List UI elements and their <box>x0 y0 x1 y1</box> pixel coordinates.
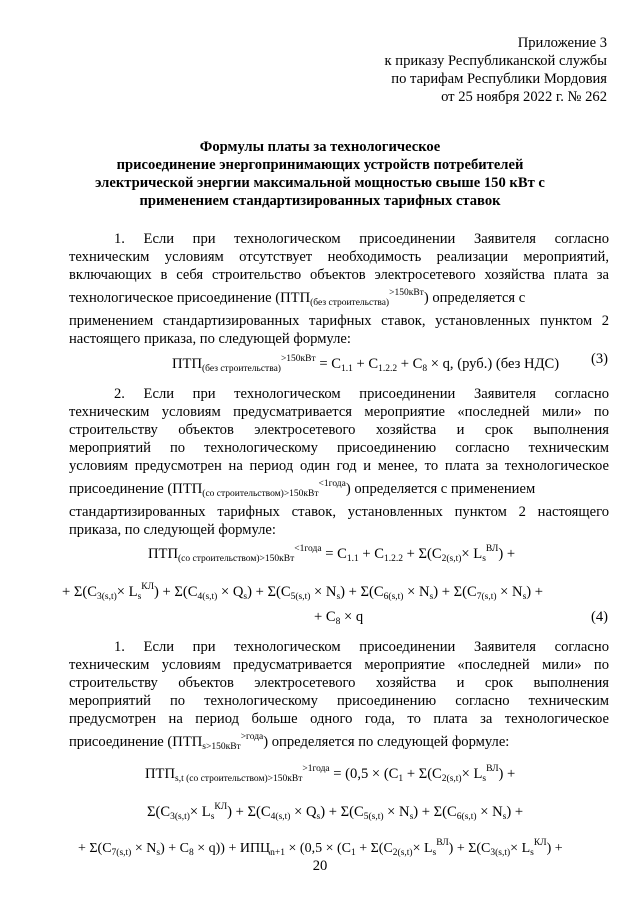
formula-term: + Σ(С <box>402 546 442 562</box>
paragraph-line: 1. Если при технологическом присоединении Заявителя согласно <box>114 231 609 247</box>
subscript: s <box>482 554 486 564</box>
subscript: (со строительством)>150кВт <box>202 489 319 499</box>
subscript: 1.2.2 <box>378 364 398 374</box>
paragraph-line: включающих в себя строительство объектов электросетевого хозяйства плата за <box>69 267 609 283</box>
text-run: ) определяется по следующей формуле: <box>263 734 510 750</box>
paragraph-line: техническим условиям отсутствует необходимость реализации мероприятий, <box>69 249 609 265</box>
formula-term: ) + Σ(С <box>154 584 198 600</box>
formula-term: × Q <box>217 584 244 600</box>
formula-term: + Σ(С <box>355 841 393 856</box>
formula-term: × L <box>116 584 138 600</box>
paragraph-line: строительству объектов электросетевого хозяйства и срок выполнения <box>69 422 609 438</box>
formula-term: + С <box>397 356 423 372</box>
appendix-line: от 25 ноября 2022 г. № 262 <box>441 89 607 105</box>
formula-term: ) + <box>546 841 563 856</box>
paragraph-2 <box>69 385 609 539</box>
text-run: ) определяется с применением <box>345 481 536 497</box>
subscript: s <box>336 592 341 602</box>
paragraph-line: строительству объектов электросетевого хозяйства и срок выполнения <box>69 675 609 691</box>
formula-term: × q, (руб.) (без НДС) <box>427 356 560 372</box>
formula-term: = С <box>315 356 341 372</box>
subscript: 6(s,t) <box>456 812 477 822</box>
subscript: 5(s,t) <box>363 812 384 822</box>
subscript: 1.1 <box>346 554 359 564</box>
formula-term: ) + Σ(С <box>227 804 271 820</box>
formula-term: × L <box>461 766 483 782</box>
appendix-line: Приложение 3 <box>517 35 607 51</box>
paragraph-line: 1. Если при технологическом присоединении Заявителя согласно <box>114 639 609 655</box>
subscript: 3(s,t) <box>170 812 190 822</box>
superscript: >1года <box>302 764 330 774</box>
formula-term: ) + <box>498 766 516 782</box>
text-run: присоединение (ПТП <box>69 734 203 750</box>
formula-term: + С <box>352 356 379 372</box>
superscript: КЛ <box>533 838 547 848</box>
document-title <box>60 138 580 210</box>
subscript: 4(s,t) <box>270 812 291 822</box>
formula-term: ) + Σ(С <box>340 584 384 600</box>
formula-term: + Σ(С <box>78 841 112 856</box>
superscript: <1года <box>294 544 322 554</box>
formula-5-row-2 <box>147 798 523 826</box>
paragraph-line: техническим условиям предусматривается мероприятие «последней мили» по <box>69 657 609 673</box>
paragraph-line <box>69 475 609 503</box>
formula-term: ПТП <box>172 356 202 372</box>
superscript: >150кВт <box>280 354 316 364</box>
superscript: ВЛ <box>436 838 449 848</box>
subscript: s <box>502 812 507 822</box>
appendix-line: к приказу Республиканской службы <box>384 53 607 69</box>
formula-5-row-1 <box>145 760 515 788</box>
subscript: 1 <box>350 848 356 858</box>
formula-term: Σ(С <box>147 804 171 820</box>
subscript: n+1 <box>270 848 286 858</box>
formula-term: × N <box>403 584 430 600</box>
formula-3 <box>172 350 559 378</box>
formula-term: + Σ(С <box>62 584 97 600</box>
subscript: s <box>530 848 534 858</box>
formula-term: ПТП <box>145 766 175 782</box>
paragraph-line: 2. Если при технологическом присоединении Заявителя согласно <box>114 386 609 402</box>
formula-term: ) + <box>498 546 516 562</box>
subscript: (без строительства) <box>310 298 390 308</box>
text-run: технологическое присоединение (ПТП <box>69 290 311 306</box>
text-run: ) определяется с <box>423 290 526 306</box>
paragraph-line: стандартизированных тарифных ставок, установленных пунктом 2 настоящего <box>69 504 609 520</box>
formula-term: × Q <box>290 804 317 820</box>
subscript: 4(s,t) <box>197 592 218 602</box>
superscript: КЛ <box>214 802 228 812</box>
formula-4-row-1 <box>148 540 515 568</box>
subscript: 7(s,t) <box>111 848 132 858</box>
subscript: s <box>156 848 161 858</box>
superscript: КЛ <box>141 582 155 592</box>
superscript: >года <box>240 732 264 742</box>
paragraph-1 <box>69 230 609 348</box>
subscript: 8 <box>188 848 194 858</box>
title-line: применением стандартизированных тарифных ставок <box>139 193 501 209</box>
subscript: 2(s,t) <box>441 554 462 564</box>
formula-term: × N <box>310 584 337 600</box>
subscript: 2(s,t) <box>392 848 413 858</box>
formula-4-row-2 <box>62 578 543 606</box>
formula-term: = С <box>321 546 347 562</box>
superscript: ВЛ <box>486 764 499 774</box>
subscript: 5(s,t) <box>290 592 311 602</box>
formula-term: ) + <box>526 584 544 600</box>
subscript: (без строительства) <box>202 364 281 374</box>
subscript: 1.1 <box>340 364 353 374</box>
equation-number: (3) <box>590 351 608 367</box>
subscript: 8 <box>422 364 428 374</box>
subscript: 1.2.2 <box>383 554 403 564</box>
subscript: s <box>137 592 142 602</box>
formula-term: × N <box>476 804 503 820</box>
formula-term: × L <box>510 841 531 856</box>
paragraph-line: настоящего приказа, по следующей формуле: <box>69 331 351 347</box>
superscript: ВЛ <box>485 544 499 554</box>
subscript: 7(s,t) <box>476 592 497 602</box>
subscript: 6(s,t) <box>383 592 404 602</box>
title-line: присоединение энергопринимающих устройств потребителей <box>116 157 524 173</box>
equation-number: (4) <box>590 609 608 625</box>
appendix-line: по тарифам Республики Мордовия <box>391 71 607 87</box>
formula-term: × N <box>131 841 157 856</box>
title-line: Формулы платы за технологическое <box>199 139 441 155</box>
formula-term: × N <box>383 804 410 820</box>
subscript: s <box>522 592 527 602</box>
superscript: <1года <box>318 479 346 489</box>
paragraph-3 <box>69 638 609 756</box>
subscript: s <box>432 848 437 858</box>
page-number: 20 <box>312 858 328 874</box>
paragraph-line: условиям предусмотрен на период один год и менее, то плата за технологическое <box>69 458 609 474</box>
paragraph-line: мероприятий по технологическому присоединению согласно техническим <box>69 693 609 709</box>
subscript: s,t (со строительством)>150кВт <box>175 774 303 784</box>
subscript: 3(s,t) <box>96 592 117 602</box>
subscript: s <box>210 812 215 822</box>
paragraph-line: приказа, по следующей формуле: <box>69 522 276 538</box>
subscript: s <box>429 592 434 602</box>
formula-term: ) + Σ(С <box>413 804 457 820</box>
subscript: 3(s,t) <box>490 848 511 858</box>
formula-term: = (0,5 × (С <box>329 766 399 782</box>
subscript: 1 <box>398 774 404 784</box>
formula-term: + С <box>358 546 384 562</box>
paragraph-line: техническим условиям предусматривается мероприятие «последней мили» по <box>69 404 609 420</box>
formula-term: ) + Σ(С <box>433 584 477 600</box>
formula-term: + Σ(С <box>403 766 442 782</box>
paragraph-line <box>69 284 609 312</box>
appendix-header <box>385 34 607 106</box>
formula-4-row-3 <box>314 608 363 631</box>
subscript: s <box>409 812 414 822</box>
formula-term: × (0,5 × (С <box>285 841 351 856</box>
paragraph-line: применением стандартизированных тарифных ставок, установленных пунктом 2 <box>69 313 609 329</box>
formula-term: × q)) + ИПЦ <box>193 841 271 856</box>
formula-term: ) + Σ(С <box>247 584 291 600</box>
formula-term: + С <box>314 609 336 625</box>
subscript: s <box>243 592 248 602</box>
subscript: s <box>316 812 321 822</box>
subscript: s>150кВт <box>202 742 241 752</box>
formula-term: × N <box>496 584 523 600</box>
formula-term: ) + С <box>160 841 189 856</box>
formula-term: ) + Σ(С <box>448 841 491 856</box>
formula-term: × L <box>412 841 433 856</box>
paragraph-line: предусмотрен на период больше одного года, то плата за технологическое <box>69 711 609 727</box>
formula-term: × L <box>189 804 211 820</box>
subscript: 2(s,t) <box>441 774 462 784</box>
formula-term: × q <box>340 609 364 625</box>
superscript: >150кВт <box>389 288 424 298</box>
subscript: (со строительством)>150кВт <box>178 554 295 564</box>
title-line: электрической энергии максимальной мощностью свыше 150 кВт с <box>95 175 545 191</box>
subscript: s <box>482 774 487 784</box>
paragraph-line: мероприятий по технологическому присоединению согласно техническим <box>69 440 609 456</box>
formula-term: ) + Σ(С <box>320 804 364 820</box>
formula-term: × L <box>461 546 483 562</box>
paragraph-line <box>69 728 609 756</box>
text-run: присоединение (ПТП <box>69 481 203 497</box>
subscript: 8 <box>335 617 341 627</box>
formula-term: ) + <box>506 804 524 820</box>
formula-term: ПТП <box>148 546 178 562</box>
